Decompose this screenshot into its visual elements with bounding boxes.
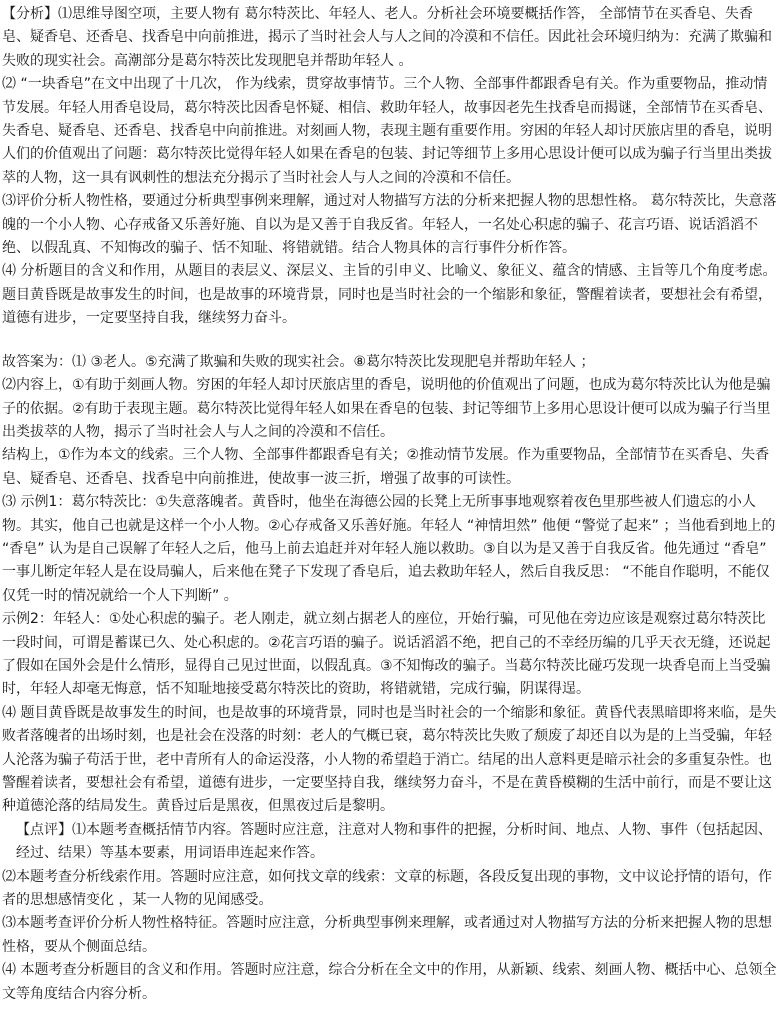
answer-paragraph-5: 示例2：年轻人：①处心积虑的骗子。老人刚走，就立刻占据老人的座位，开始行骗，可见他在旁边应该是观察过葛尔特茨比一段时间，可谓是蓄谋已久、处心积虑的。②花言巧语的骗子。说话滔滔不绝，把自己的不幸经历编的几乎天衣无缝，还说起了假如在国外会是什么情形，显得自己见过世面，以假乱真。③不知悔改的骗子。当葛尔特茨比碰巧发现一块香皂而上当受骗时，年轻人却毫无悔意，恬不知耻地接受葛尔特茨比的资助，将错就错，完成行骗，阴谋得逞。	[2, 611, 771, 698]
comment-paragraph-3: ⑶本题考查评价分析人物性格特征。答题时应注意，分析典型事例来理解，或者通过对人物描写方法的分析来把握人物的思想性格，要从个侧面总结。	[2, 915, 772, 955]
analysis-paragraph-4: ⑷ 分析题目的含义和作用，从题目的表层义、深层义、主旨的引申义、比喻义、象征义、蕴含的情感、主旨等几个角度考虑。题目黄昏既是故事发生的时间，也是故事的环境背景，同时也是当时社会的一个缩影和象征，警醒着读者，要想社会有希望，道德有进步，一定要坚持自我，继续努力奋斗。	[2, 263, 777, 327]
analysis-paragraph-3: ⑶评价分析人物性格，要通过分析典型事例来理解，通过对人物描写方法的分析来把握人物的思想性格。 葛尔特茨比，失意落魄的一个小人物、心存戒备又乐善好施、自以为是又善于自我反省。年轻人，一名处心积虑的骗子、花言巧语、说话滔滔不绝、以假乱真、不知悔改的骗子、恬不知耻、将错就错。结合人物具体的言行事件分析作答。	[2, 193, 777, 257]
section-spacer	[2, 331, 778, 351]
answer-paragraph-2: ⑵内容上，①有助于刻画人物。穷困的年轻人却讨厌旅店里的香皂，说明他的价值观出了问题，也成为葛尔特茨比认为他是骗子的依据。②有助于表现主题。葛尔特茨比觉得年轻人如果在香皂的包装、封记等细节上多用心思设计便可以成为骗子行当里出类拔萃的人物，揭示了当时社会人与人之间的冷漠和不信任。	[2, 377, 771, 440]
comment-paragraph-1: 【点评】⑴本题考查概括情节内容。答题时应注意，注意对人物和事件的把握，分析时间、地点、人物、事件（包括起因、经过、结果）等基本要素，用词语串连起来作答。	[16, 821, 772, 862]
comment-paragraph-4: ⑷ 本题考查分析题目的含义和作用。答题时应注意，综合分析在全文中的作用，从新颖、线索、刻画人物、概括中心、总领全文等角度结合内容分析。	[2, 962, 777, 1002]
answer-paragraph-1: 故答案为：⑴ ③老人。⑤充满了欺骗和失败的现实社会。⑧葛尔特茨比发现肥皂并帮助年轻人 ；	[2, 353, 595, 370]
answer-paragraph-3: 结构上，①作为本文的线索。三个人物、全部事件都跟香皂有关；②推动情节发展。作为重要物品，全部情节在买香皂、失香皂、疑香皂、还香皂、找香皂中向前推进，使故事一波三折，增强了故事的可读性。	[2, 447, 770, 487]
analysis-paragraph-1: 【分析】⑴思维导图空项，主要人物有 葛尔特茨比、年轻人、老人。分析社会环境要概括作答， 全部情节在买香皂、失香皂、疑香皂、还香皂、找香皂中向前推进，揭示了当时社会人与人之间的冷漠和不信任。因此社会环境归纳为：充满了欺骗和失败的现实社会。高潮部分是葛尔特茨比发现肥皂并帮助年轻人 。	[2, 6, 772, 69]
analysis-paragraph-2: ⑵ “一块香皂”在文中出现了十几次， 作为线索，贯穿故事情节。三个人物、全部事件都跟香皂有关。作为重要物品，推动情节发展。年轻人用香皂设局，葛尔特茨比因香皂怀疑、相信、救助年轻人，故事因老先生找香皂而揭谜，全部情节在买香皂、失香皂、疑香皂、还香皂、找香皂中向前推进。对刻画人物，表现主题有重要作用。穷困的年轻人却讨厌旅店里的香皂，说明人们的价值观出了问题：葛尔特茨比觉得年轻人如果在香皂的包装、封记等细节上多用心思设计便可以成为骗子行当里出类拔萃的人物，这一具有讽刺性的想法充分揭示了当时社会人与人之间的冷漠和不信任。	[2, 76, 772, 186]
answer-paragraph-6: ⑷ 题目黄昏既是故事发生的时间，也是故事的环境背景，同时也是当时社会的一个缩影和象征。黄昏代表黑暗即将来临，是失败者落魄者的出场时刻，也是社会在没落的时刻：老人的气概已衰，葛尔特茨比失败了颓废了却还自以为是的上当受骗，年轻人沦落为骗子苟活于世，老中青所有人的命运没落，小人物的希望趋于消亡。结尾的出人意料更是暗示社会的多重复杂性。也警醒着读者，要想社会有希望，道德有进步，一定要坚持自我，继续努力奋斗，不是在黄昏模糊的生活中前行，而是不要让这种道德沦落的结局发生。黄昏过后是黑夜，但黑夜过后是黎明。	[2, 704, 777, 815]
comment-paragraph-2: ⑵本题考查分析线索作用。答题时应注意，如何找文章的线索：文章的标题，各段反复出现的事物，文中议论抒情的语句，作者的思想感情变化 ，某一人物的见闻感受。	[2, 868, 772, 909]
answer-paragraph-4: ⑶ 示例1：葛尔特茨比：①失意落魄者。黄昏时，他坐在海德公园的长凳上无所事事地观察着夜色里那些被人们遗忘的小人物。其实，他自己也就是这样一个小人物。②心存戒备又乐善好施。年轻人 “神情坦然” 他便 “警觉了起来” ；当他看到地上的 “香皂” 认为是自己误解了年轻人之后，他马上前去追赶并对年轻人施以救助。③自以为是又善于自我反省。他先通过 “香皂” 一事儿断定年轻人是在设局骗人，后来他在凳子下发现了香皂后，追去救助年轻人，然后自我反思： “不能自作聪明，不能仅仅凭一时的情况就给一个人下判断” 。	[2, 494, 776, 604]
